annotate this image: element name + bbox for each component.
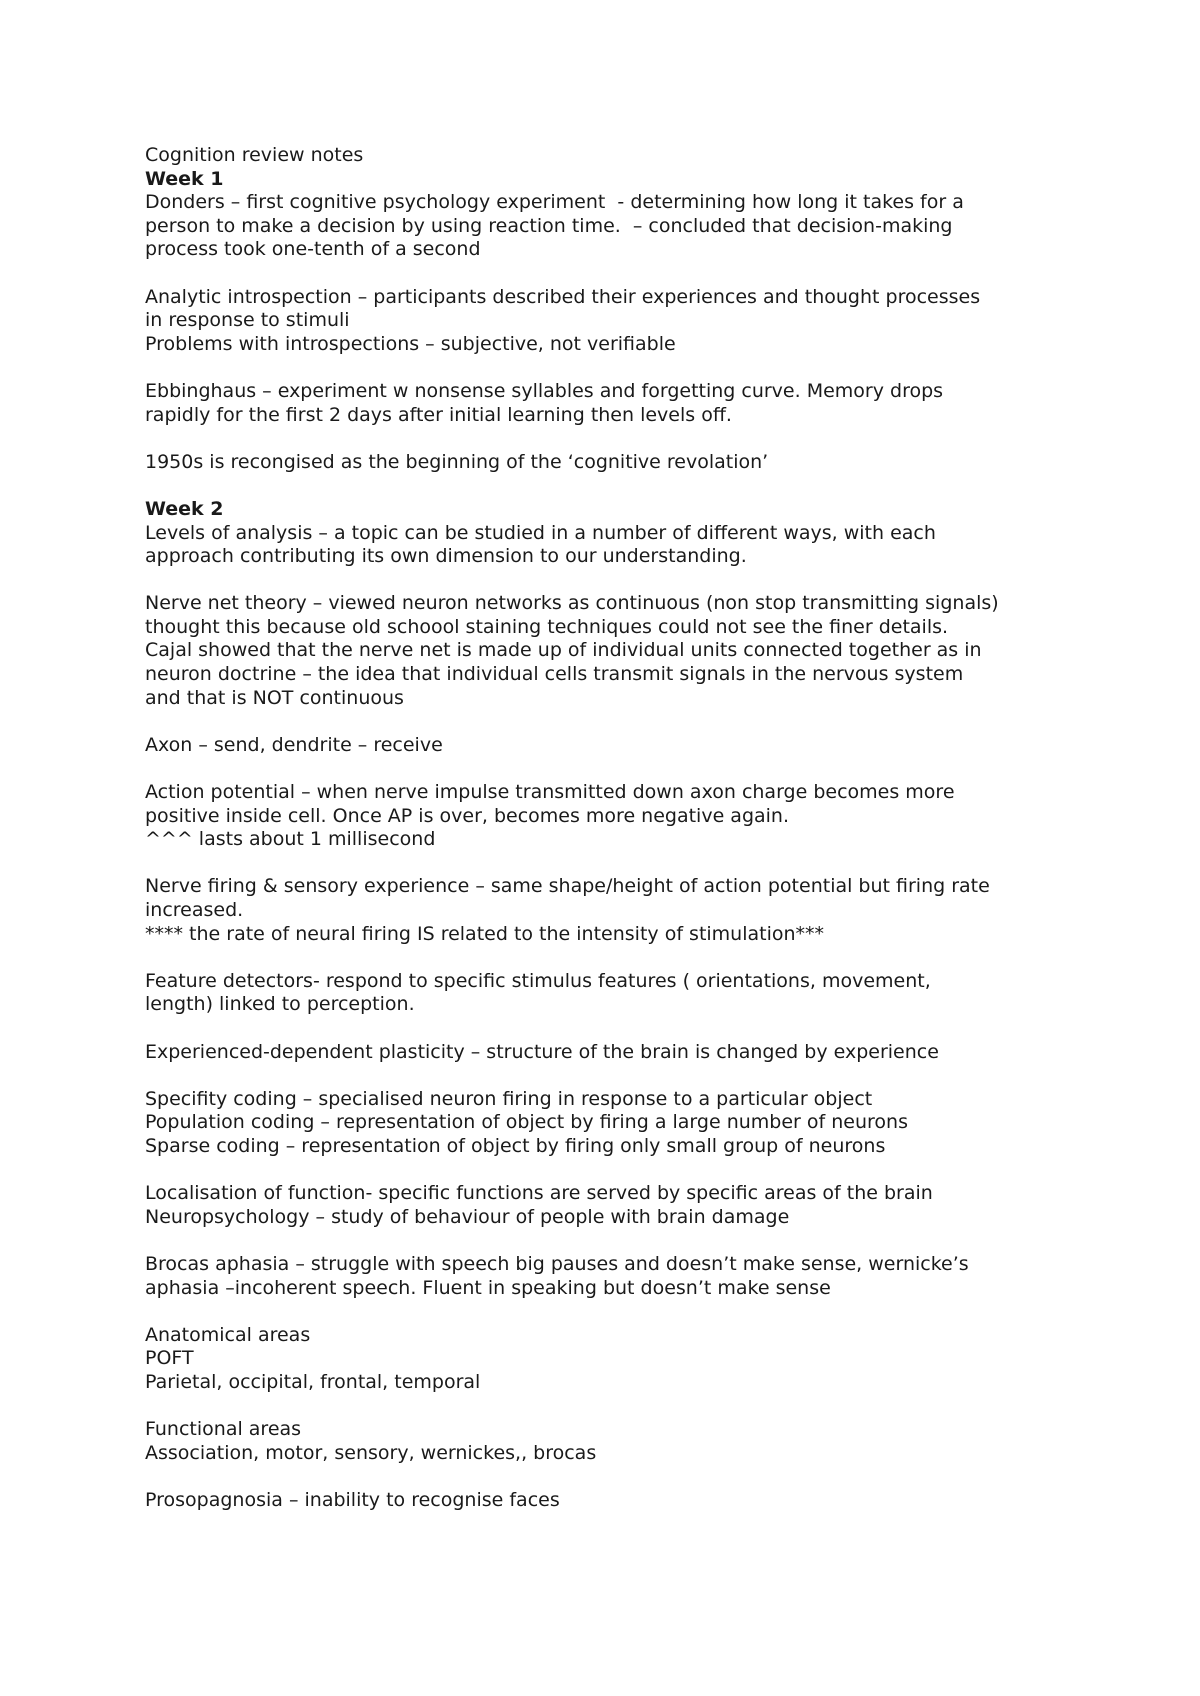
note-line: Nerve firing & sensory experience – same shape/height of action potential but firing rate [145, 875, 990, 898]
note-line: Functional areas [145, 1418, 302, 1441]
note-line: Levels of analysis – a topic can be studied in a number of different ways, with each [145, 521, 936, 544]
note-line: neuron doctrine – the idea that individual cells transmit signals in the nervous system [145, 663, 964, 686]
note-line: Experienced-dependent plasticity – structure of the brain is changed by experience [145, 1040, 939, 1063]
note-line: Sparse coding – representation of object by firing only small group of neurons [145, 1134, 886, 1157]
note-line: Action potential – when nerve impulse transmitted down axon charge becomes more [145, 781, 955, 804]
note-line: Localisation of function- specific functions are served by specific areas of the brain [145, 1182, 933, 1205]
note-line: and that is NOT continuous [145, 686, 404, 709]
note-line: Anatomical areas [145, 1323, 311, 1346]
note-line: process took one-tenth of a second [145, 238, 481, 261]
blank-line [145, 852, 1075, 876]
note-line: Donders – first cognitive psychology experiment - determining how long it takes for a [145, 191, 964, 214]
note-line: Problems with introspections – subjective, not verifiable [145, 332, 676, 355]
document-page [145, 144, 1075, 1512]
note-line: Brocas aphasia – struggle with speech big pauses and doesn’t make sense, wernicke’s [145, 1252, 969, 1275]
week-2-heading: Week 2 [145, 497, 224, 520]
note-line: thought this because old schoool staining techniques could not see the finer details. [145, 615, 949, 638]
blank-line [145, 356, 1075, 380]
note-line: in response to stimuli [145, 309, 350, 332]
note-line: Axon – send, dendrite – receive [145, 733, 443, 756]
note-line: **** the rate of neural firing IS related to the intensity of stimulation*** [145, 922, 825, 945]
note-line: ^^^ lasts about 1 millisecond [145, 828, 436, 851]
blank-line [145, 1064, 1075, 1088]
blank-line [145, 569, 1075, 593]
note-line: increased. [145, 899, 244, 921]
note-line: rapidly for the first 2 days after initial learning then levels off. [145, 403, 732, 426]
blank-line [145, 946, 1075, 970]
blank-line [145, 1229, 1075, 1253]
note-line: Association, motor, sensory, wernickes,, brocas [145, 1441, 597, 1464]
note-line: Parietal, occipital, frontal, temporal [145, 1370, 481, 1393]
note-line: positive inside cell. Once AP is over, becomes more negative again. [145, 804, 790, 827]
note-line: Prosopagnosia – inability to recognise faces [145, 1488, 560, 1511]
note-line: Analytic introspection – participants described their experiences and thought processes [145, 285, 981, 308]
blank-line [145, 710, 1075, 734]
note-line: Cajal showed that the nerve net is made up of individual units connected together as in [145, 639, 982, 662]
note-line: Population coding – representation of object by firing a large number of neurons [145, 1111, 908, 1134]
note-line: Ebbinghaus – experiment w nonsense syllables and forgetting curve. Memory drops [145, 379, 944, 402]
note-line: Nerve net theory – viewed neuron networks as continuous (non stop transmitting signals) [145, 592, 999, 615]
blank-line [145, 1159, 1075, 1183]
blank-line [145, 427, 1075, 451]
note-line: 1950s is recongised as the beginning of the ‘cognitive revolation’ [145, 450, 769, 473]
note-line: aphasia –incoherent speech. Fluent in speaking but doesn’t make sense [145, 1276, 831, 1299]
blank-line [145, 1017, 1075, 1041]
week-1-heading: Week 1 [145, 167, 224, 190]
blank-line [145, 1465, 1075, 1489]
blank-line [145, 474, 1075, 498]
blank-line [145, 262, 1075, 286]
blank-line [145, 1394, 1075, 1418]
note-line: Specifity coding – specialised neuron firing in response to a particular object [145, 1087, 873, 1110]
note-line: person to make a decision by using reaction time. – concluded that decision-making [145, 214, 953, 237]
blank-line [145, 1300, 1075, 1324]
week-1-notes [145, 191, 1075, 498]
note-line: Feature detectors- respond to specific stimulus features ( orientations, movement, [145, 969, 931, 992]
week-2-notes [145, 522, 1075, 1513]
note-line: POFT [145, 1347, 194, 1370]
document-title: Cognition review notes [145, 144, 364, 166]
blank-line [145, 757, 1075, 781]
note-line: Neuropsychology – study of behaviour of people with brain damage [145, 1205, 790, 1228]
note-line: length) linked to perception. [145, 993, 415, 1016]
note-line: approach contributing its own dimension to our understanding. [145, 545, 747, 568]
